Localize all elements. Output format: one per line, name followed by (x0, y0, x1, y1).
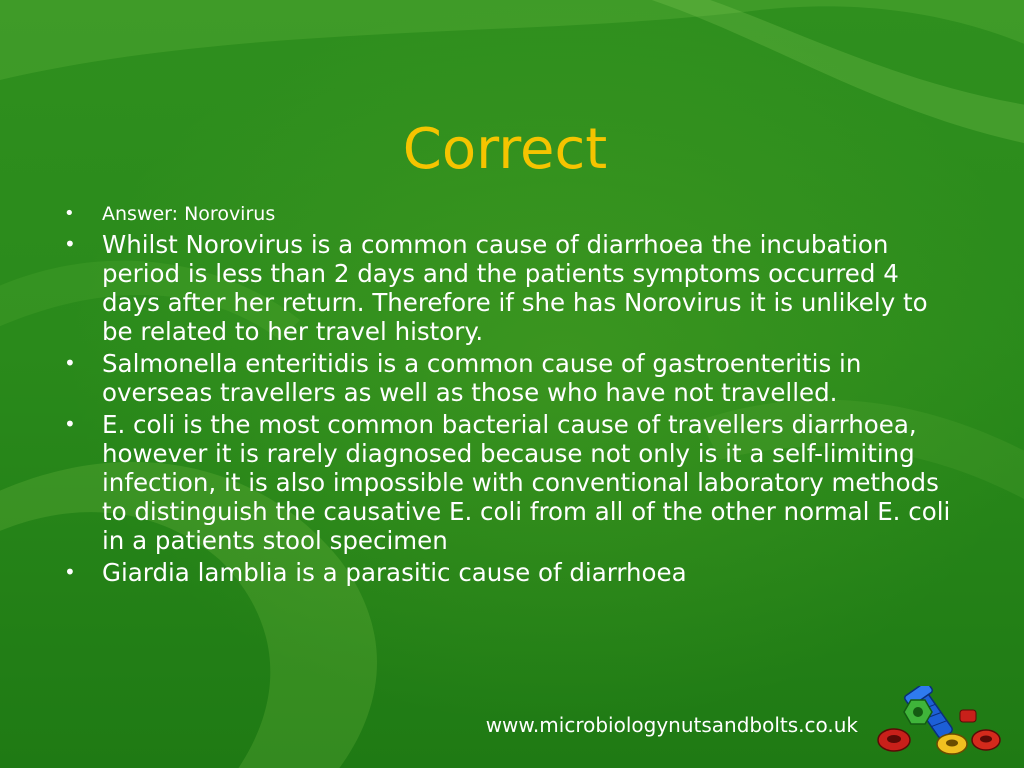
bullet-dot: • (64, 560, 76, 584)
bullet-dot: • (64, 232, 76, 256)
bullet-dot: • (64, 412, 76, 436)
bullet-text: Salmonella enteritidis is a common cause of gastroenteritis in overseas travellers as well as those who have not travelled. (102, 349, 862, 407)
bullet-text: Answer: Norovirus (102, 203, 276, 225)
bullet-giardia (62, 558, 962, 587)
bullet-salmonella (62, 349, 962, 407)
bullet-norovirus (62, 230, 962, 346)
bullet-dot: • (64, 203, 75, 224)
footer-url: www.microbiologynutsandbolts.co.uk (485, 713, 858, 737)
bullet-text: Whilst Norovirus is a common cause of diarrhoea the incubation period is less than 2 days and the patients symptoms occurred 4 days after her return. Therefore if she has Norovirus it is unlikely to be related to her travel history. (102, 230, 928, 346)
bullet-dot: • (64, 351, 76, 375)
bullet-answer (62, 200, 962, 228)
bullet-list (62, 200, 962, 590)
slide-title: Correct (402, 117, 608, 182)
bullet-text: E. coli is the most common bacterial cause of travellers diarrhoea, however it is rarely diagnosed because not only is it a self-limiting infection, it is also impossible with conventional laboratory methods to distinguish the causative E. coli from all of the other normal E. coli in a patients stool specimen (102, 410, 951, 555)
bullet-ecoli (62, 410, 962, 555)
bullet-text: Giardia lamblia is a parasitic cause of diarrhoea (102, 558, 687, 587)
nuts-and-bolts-logo-icon (876, 686, 1006, 758)
